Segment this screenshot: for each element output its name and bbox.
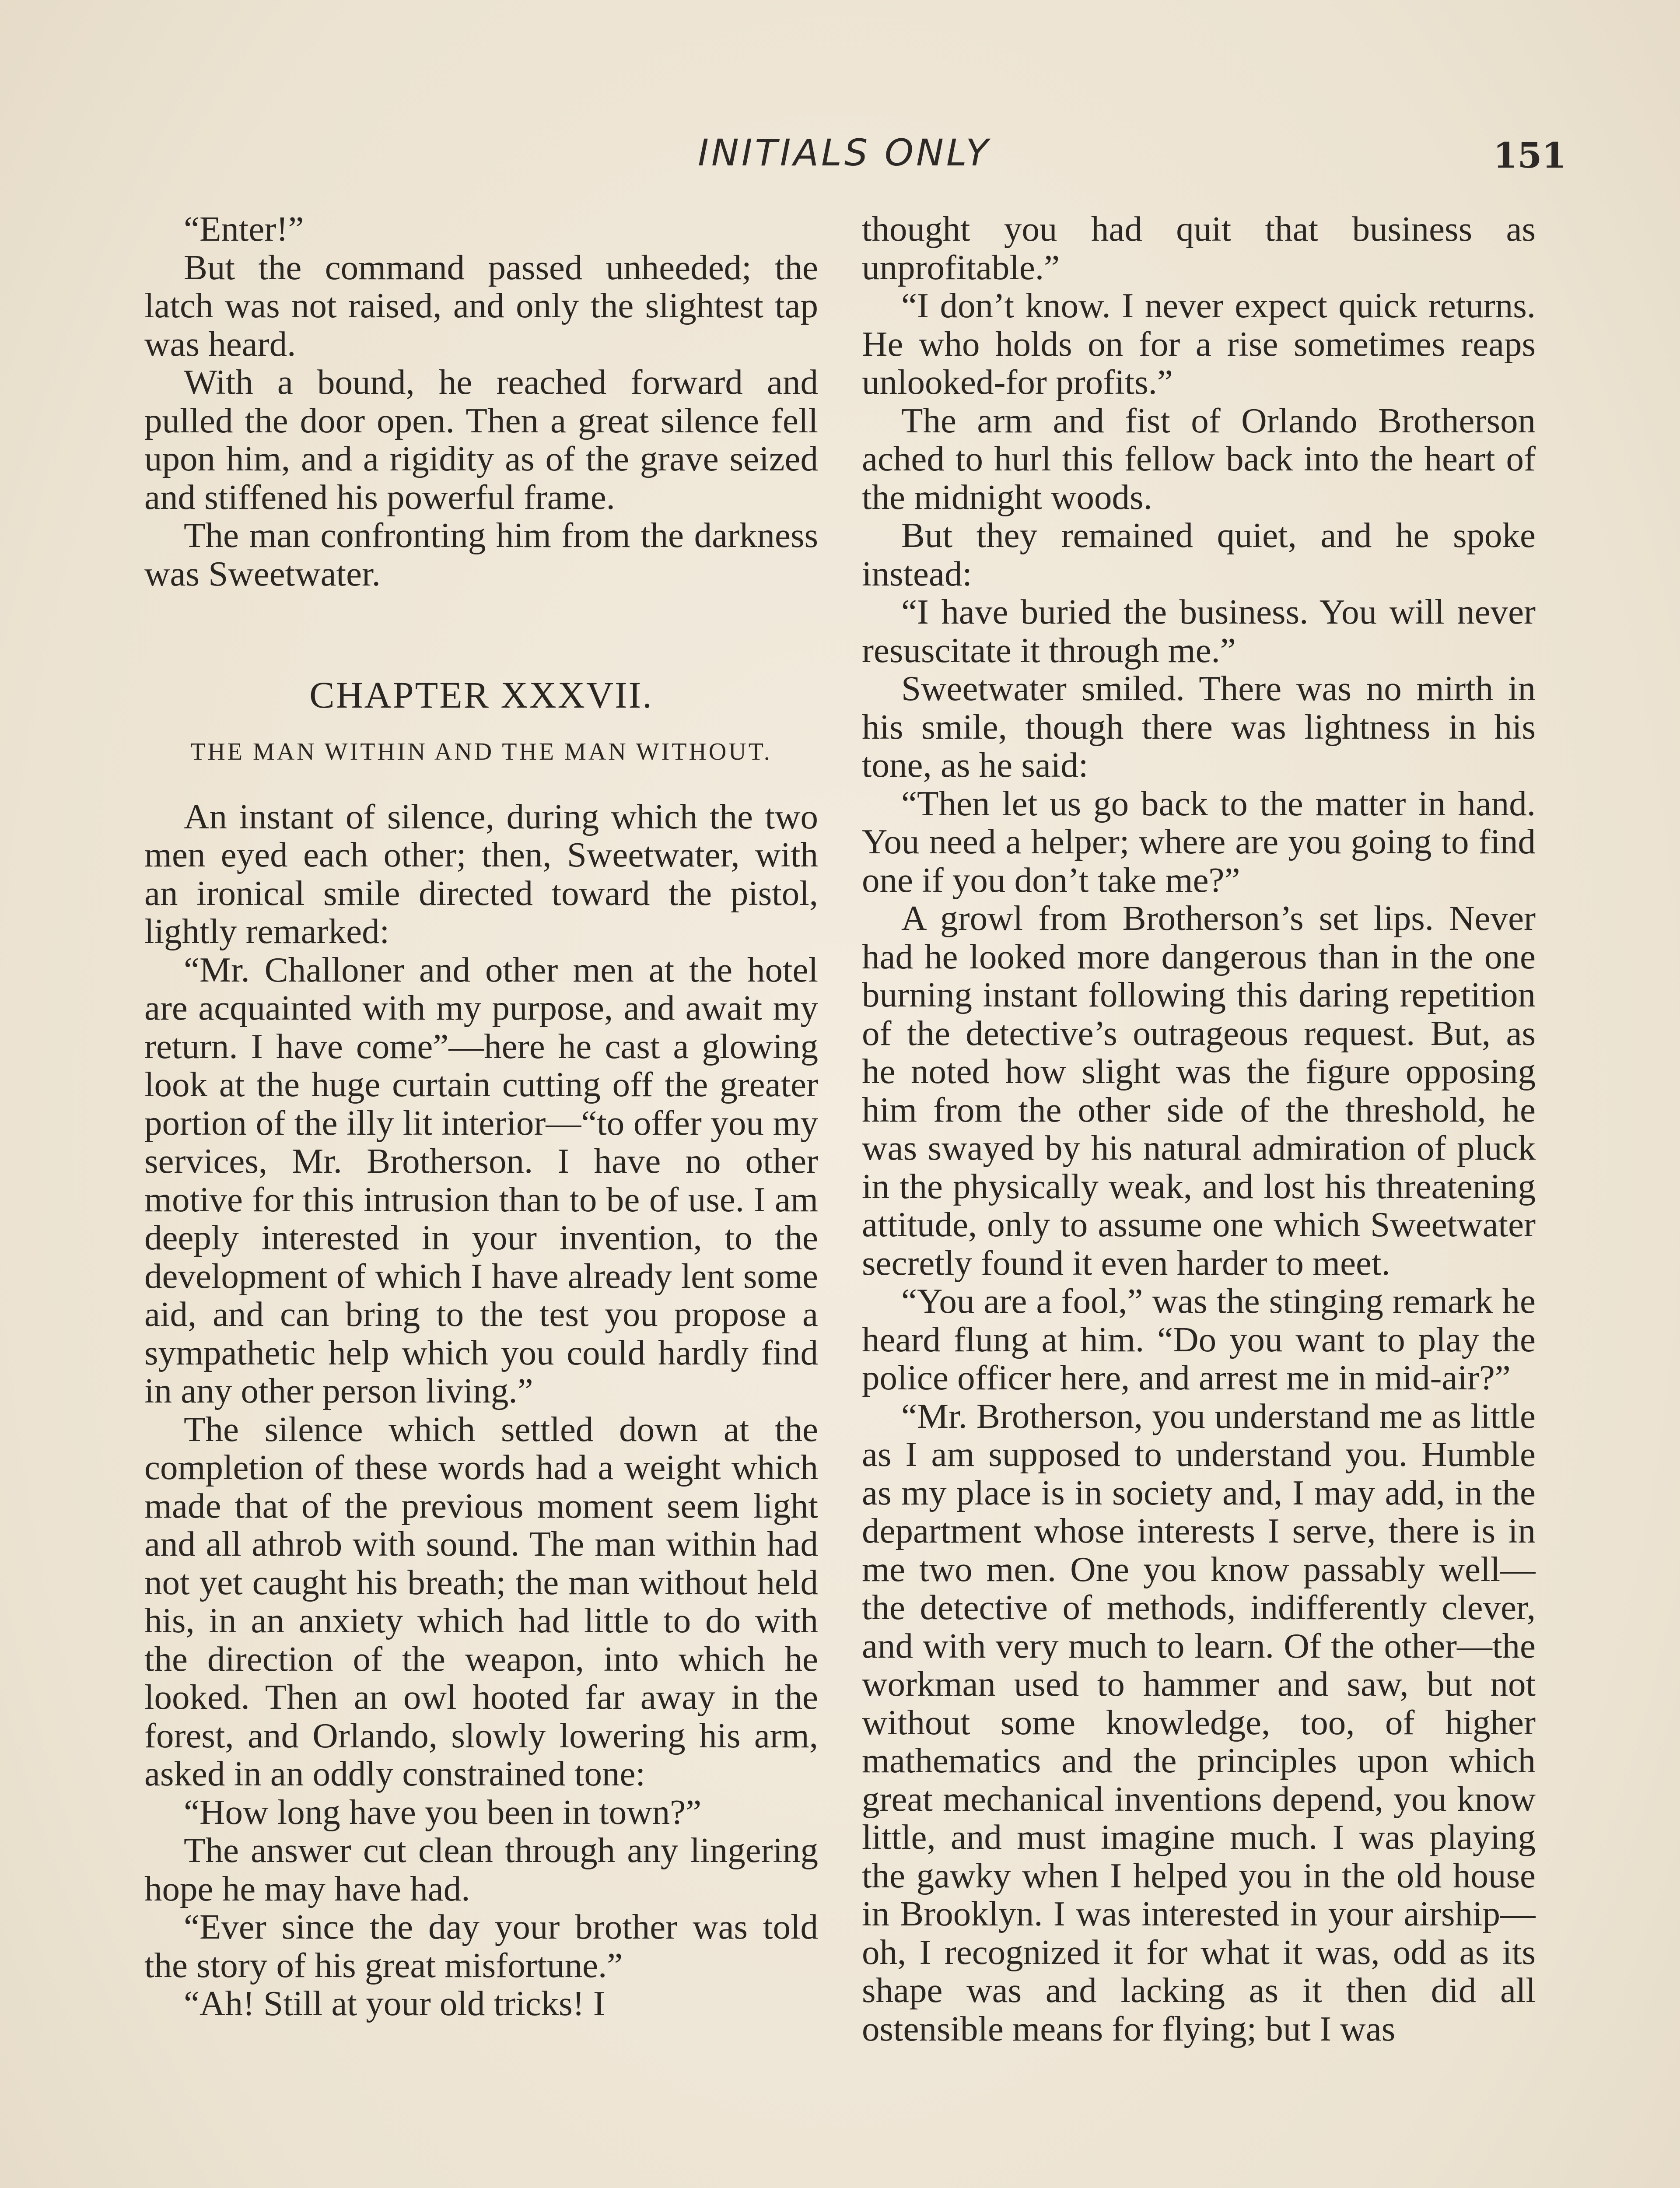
paragraph: An instant of silence, during which the two men eyed each other; then, Sweetwater, with an ironical smile directed toward the pistol, lightly remarked: (144, 796, 818, 951)
paragraph: “I don’t know. I never expect quick returns. He who holds on for a rise sometimes reaps unlooked-for profits.” (862, 286, 1536, 402)
paragraph: “Then let us go back to the matter in hand. You need a helper; where are you going to find one if you don’t take me?” (862, 783, 1536, 900)
paragraph: The answer cut clean through any lingering hope he may have had. (144, 1830, 818, 1908)
paragraph: The man confronting him from the darkness was Sweetwater. (144, 515, 818, 593)
paragraph: “How long have you been in town?” (184, 1792, 702, 1832)
running-title: INITIALS ONLY (698, 131, 991, 174)
paragraph: “You are a fool,” was the stinging remark he heard flung at him. “Do you want to play the police officer here, and arrest me in mid-air?” (862, 1281, 1536, 1397)
paragraph: “Enter!” (184, 210, 304, 249)
paragraph: “Mr. Brotherson, you understand me as little as I am supposed to understand you. Humble as my place is in society and, I may add, in the department whose interests I serve, there is in me two men. One you know passably well—the detective of methods, indifferently clever, and with very much to learn. Of the other—the workman used to hammer and saw, but not without some knowledge, too, of higher mathematics and the principles upon which great mechanical inventions depend, you know little, and must imagine much. I was playing the gawky when I helped you in the old house in Brooklyn. I was interested in your airship—oh, I recognized it for what it was, odd as its shape was and lacking as it then did all ostensible means for flying; but I was (862, 1396, 1536, 2048)
paragraph: With a bound, he reached forward and pulled the door open. Then a great silence fell upon him, and a rigidity as of the grave seized and stiffened his powerful frame. (144, 362, 818, 517)
paragraph: A growl from Brotherson’s set lips. Never had he looked more dangerous than in the one burning instant following this daring repetition of the detective’s outrageous request. But, as he noted how slight was the figure opposing him from the other side of the threshold, he was swayed by his natural admiration of pluck in the physically weak, and lost his threatening attitude, only to assume one which Sweetwater secretly found it even harder to meet. (862, 898, 1536, 1283)
paragraph: “I have buried the business. You will never resuscitate it through me.” (862, 592, 1536, 670)
right-column (862, 210, 1536, 2188)
paragraph: The arm and fist of Orlando Brotherson ached to hurl this fellow back into the heart of the midnight woods. (862, 400, 1536, 517)
page-number: 151 (1493, 135, 1566, 176)
paragraph: “Ah! Still at your old tricks! I (184, 1984, 605, 2023)
paragraph: “Mr. Challoner and other men at the hotel are acquainted with my purpose, and await my return. I have come”—here he cast a glowing look at the huge curtain cutting off the greater portion of the illy lit interior—“to offer you my services, Mr. Brotherson. I have no other motive for this intrusion than to be of use. I am deeply interested in your invention, to the development of which I have already lent some aid, and can bring to the test you propose a sympathetic help which you could hardly find in any other person living.” (144, 950, 818, 1410)
paragraph: thought you had quit that business as unprofitable.” (862, 210, 1536, 287)
paragraph: But the command passed unheeded; the latch was not raised, and only the slightest tap was heard. (144, 247, 818, 364)
left-column (144, 210, 818, 2188)
paragraph: “Ever since the day your brother was told the story of his great misfortune.” (144, 1907, 818, 1985)
chapter-title: CHAPTER XXXVII. (309, 674, 653, 716)
paragraph: The silence which settled down at the completion of these words had a weight which made that of the previous moment seem light and all athrob with sound. The man within had not yet caught his breath; the man without held his, in an anxiety which had little to do with the direction of the weapon, into which he looked. Then an owl hooted far away in the forest, and Orlando, slowly lowering his arm, asked in an oddly constrained tone: (144, 1409, 818, 1793)
paragraph: But they remained quiet, and he spoke instead: (862, 515, 1536, 593)
paragraph: Sweetwater smiled. There was no mirth in his smile, though there was lightness in his tone, as he said: (862, 669, 1536, 785)
chapter-subtitle: THE MAN WITHIN AND THE MAN WITHOUT. (190, 738, 772, 765)
